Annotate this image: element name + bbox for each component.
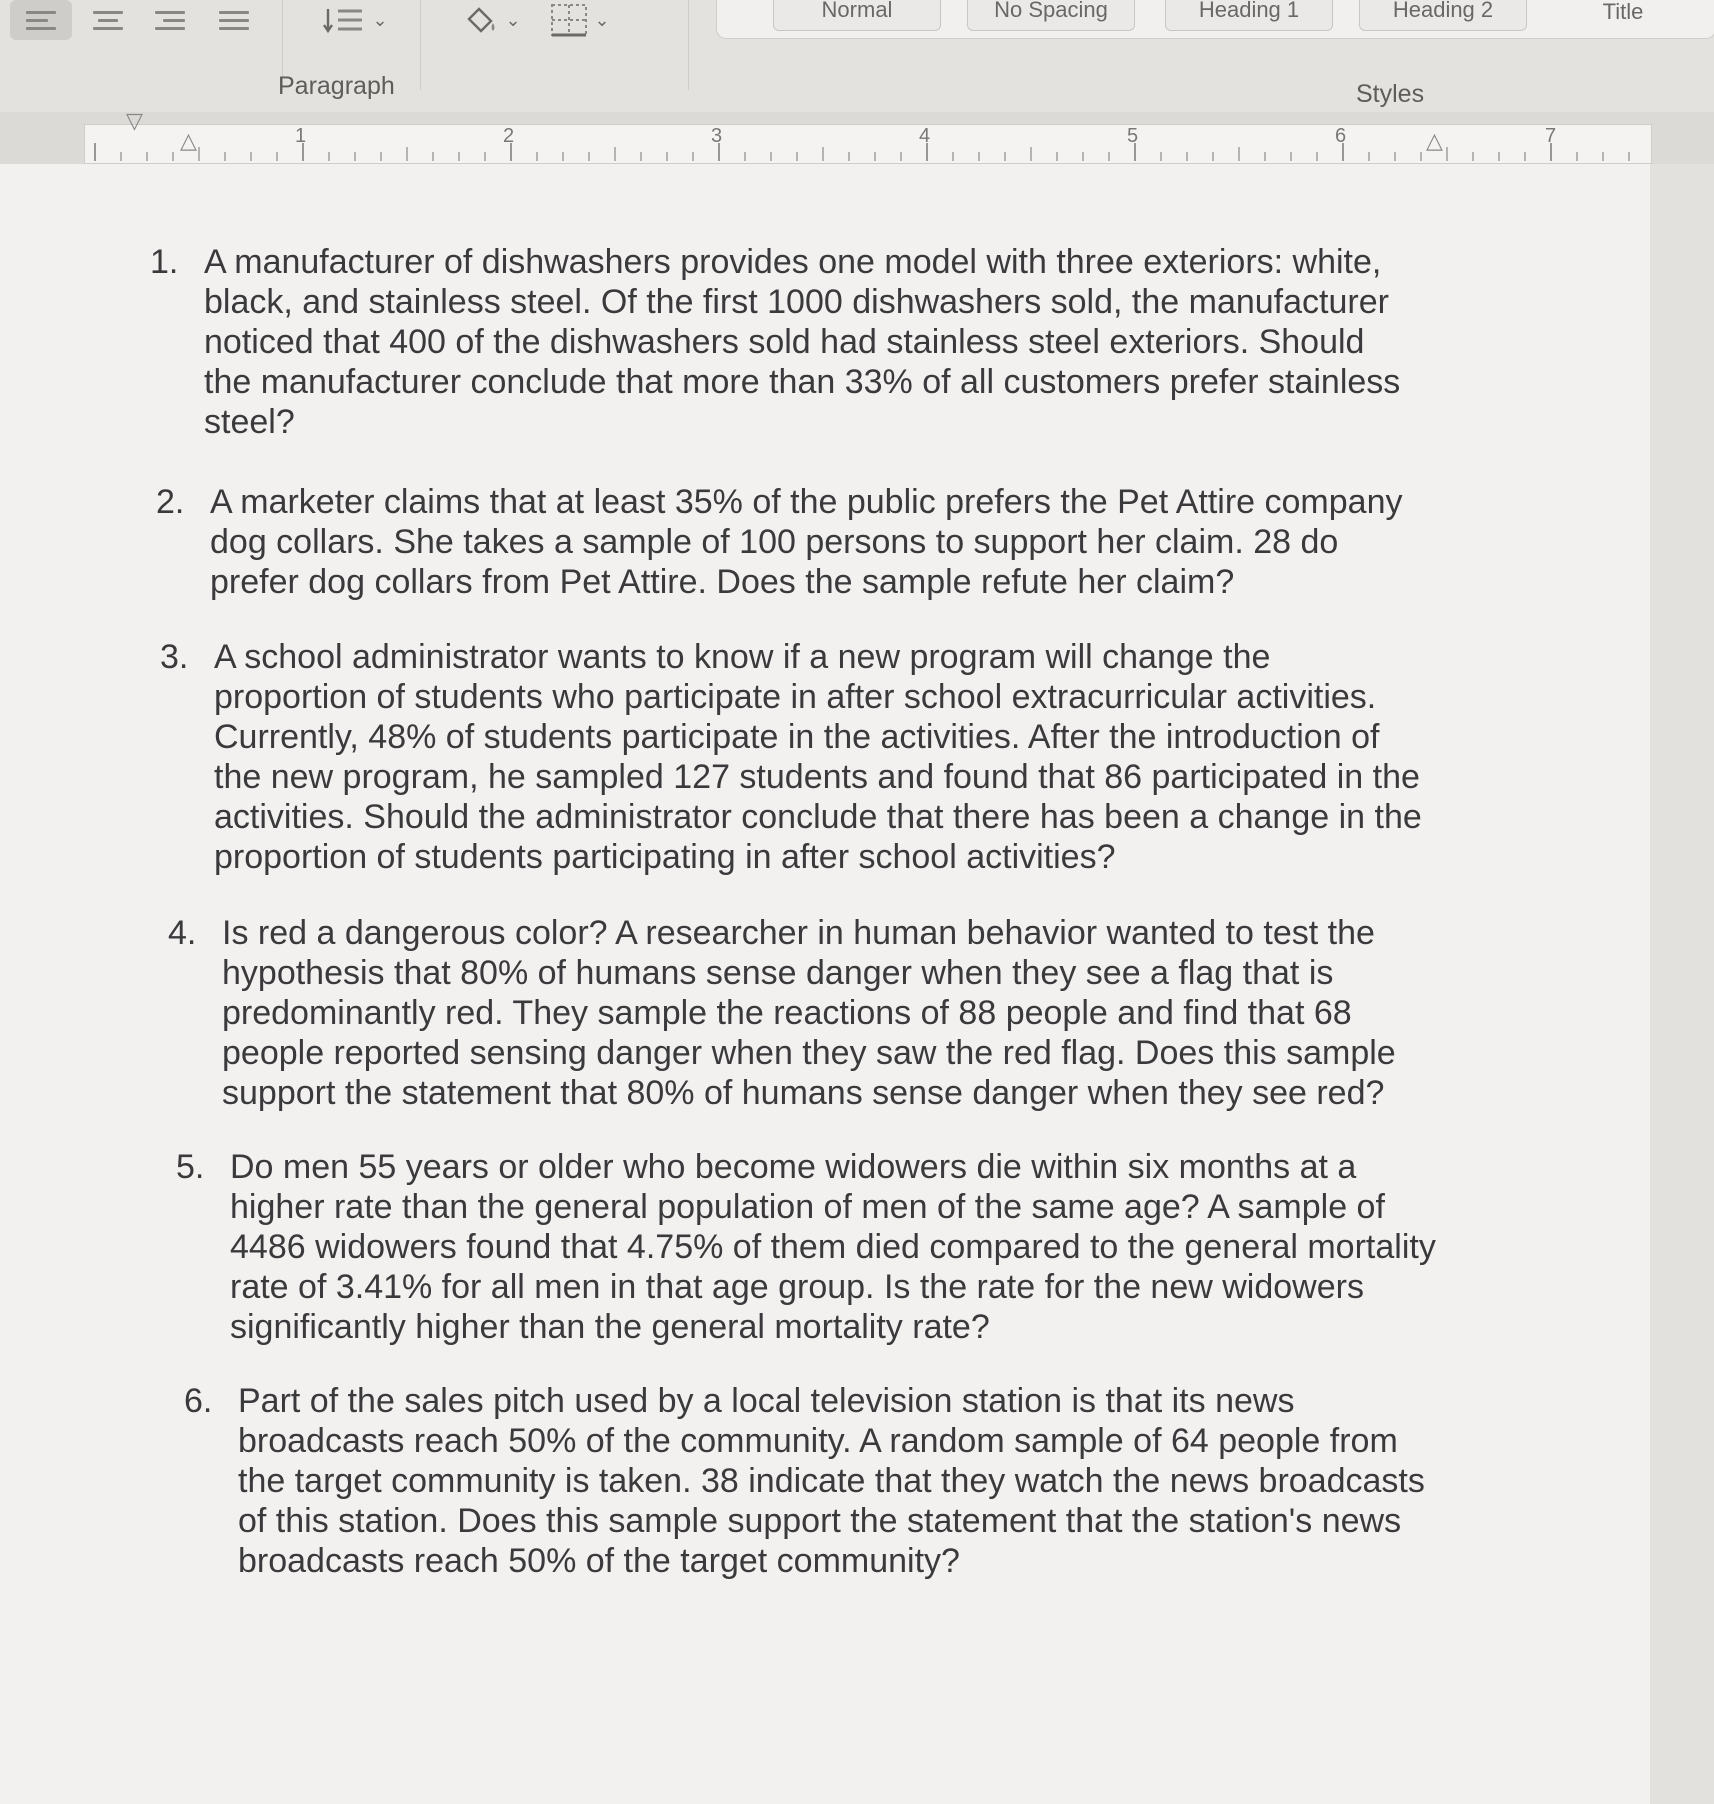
style-title[interactable]: Title xyxy=(1602,0,1644,24)
document-page[interactable] xyxy=(0,164,1650,1804)
ruler-number: 1 xyxy=(295,125,307,147)
ruler-number: 4 xyxy=(919,125,931,147)
question-text: A marketer claims that at least 35% of the public prefers the Pet Attire company dog collars. She takes a sample of 100 persons to support her claim. 28 do prefer dog collars from Pet Attire. Does the sample refute her claim? xyxy=(210,483,1403,601)
right-indent-marker[interactable]: △ xyxy=(1426,128,1443,153)
justify-icon xyxy=(219,6,249,35)
ruler-number: 3 xyxy=(711,125,723,147)
question-text: Do men 55 years or older who become widowers die within six months at a higher rate than the general population of men of the same age? A sample of 4486 widowers found that 4.75% of them died compared to the general mortality rate of 3.41% for all men in that age group. Is the rate for the new widowers significantly higher than the general mortality rate? xyxy=(230,1148,1436,1346)
question-text: Is red a dangerous color? A researcher in human behavior wanted to test the hypothesis that 80% of humans sense danger when they see a flag that is predominantly red. They sample the reactions of 88 people and find that 68 people reported sensing danger when they saw the red flag. Does this sample support the statement that 80% of humans sense danger when they see red? xyxy=(222,914,1396,1112)
question-text: Part of the sales pitch used by a local television station is that its news broadcasts reach 50% of the community. A random sample of 64 people from the target community is taken. 38 indicate that they watch the news broadcasts of this station. Does this sample support the statement that the station's news broadcasts reach 50% of the target community? xyxy=(238,1382,1425,1580)
ruler-track xyxy=(84,124,1652,164)
styles-gallery xyxy=(716,0,1714,39)
ribbon-divider xyxy=(420,0,421,90)
style-no-spacing[interactable]: No Spacing xyxy=(967,0,1135,31)
hanging-indent-marker[interactable]: △ xyxy=(180,128,197,153)
ruler-number: 2 xyxy=(503,125,515,147)
list-number: 2. xyxy=(156,483,185,521)
paragraph-group-label: Paragraph xyxy=(278,72,395,100)
paint-bucket-icon xyxy=(463,5,499,35)
first-line-indent-marker[interactable]: ▽ xyxy=(126,108,143,133)
ruler-number: 6 xyxy=(1335,125,1347,147)
page-gutter xyxy=(1650,164,1714,1804)
list-item[interactable] xyxy=(160,637,1430,877)
align-left-icon xyxy=(26,6,56,35)
ruler-number: 7 xyxy=(1545,125,1557,147)
ruler-ticks xyxy=(85,125,1651,163)
list-item[interactable] xyxy=(176,1147,1446,1347)
align-center-button[interactable] xyxy=(80,0,136,40)
align-center-icon xyxy=(93,6,123,35)
align-right-button[interactable] xyxy=(142,0,198,40)
align-right-icon xyxy=(155,6,185,35)
borders-button[interactable] xyxy=(540,0,620,40)
list-item[interactable] xyxy=(156,482,1426,602)
question-text: A manufacturer of dishwashers provides one model with three exteriors: white, black, and stainless steel. Of the first 1000 dishwashers sold, the manufacturer noticed that 400 of the dishwashers sold had stainless steel exteriors. Should the manufacturer conclude that more than 33% of all customers prefer stainless steel? xyxy=(204,243,1401,441)
borders-icon xyxy=(550,3,588,37)
question-text: A school administrator wants to know if a new program will change the proportion of students who participate in after school extracurricular activities. Currently, 48% of students participate in the activities. After the introduction of the new program, he sampled 127 students and found that 86 participated in the activities. Should the administrator conclude that there has been a change in the proportion of students participating in after school activities? xyxy=(214,638,1422,876)
shading-button[interactable] xyxy=(452,0,532,40)
list-item[interactable] xyxy=(184,1381,1454,1581)
list-item[interactable] xyxy=(168,913,1438,1113)
horizontal-ruler[interactable] xyxy=(0,108,1714,164)
line-spacing-button[interactable] xyxy=(310,0,400,40)
ruler-number: 5 xyxy=(1127,125,1139,147)
document-area xyxy=(0,164,1714,1804)
list-number: 1. xyxy=(150,243,179,281)
style-heading-1[interactable]: Heading 1 xyxy=(1165,0,1333,31)
style-heading-2[interactable]: Heading 2 xyxy=(1359,0,1527,31)
chevron-down-icon: ⌄ xyxy=(372,9,388,30)
chevron-down-icon: ⌄ xyxy=(505,9,521,30)
list-number: 3. xyxy=(160,638,189,676)
list-number: 5. xyxy=(176,1148,205,1186)
align-left-button[interactable] xyxy=(10,0,72,40)
list-number: 6. xyxy=(184,1382,213,1420)
list-number: 4. xyxy=(168,914,197,952)
style-normal[interactable]: Normal xyxy=(773,0,941,31)
ribbon-divider xyxy=(688,0,689,90)
question-list xyxy=(150,242,1436,1581)
chevron-down-icon: ⌄ xyxy=(594,9,610,30)
list-item[interactable] xyxy=(150,242,1420,442)
line-spacing-icon xyxy=(322,5,366,35)
styles-group-label: Styles xyxy=(1356,80,1425,108)
justify-button[interactable] xyxy=(206,0,262,40)
ribbon xyxy=(0,0,1714,113)
